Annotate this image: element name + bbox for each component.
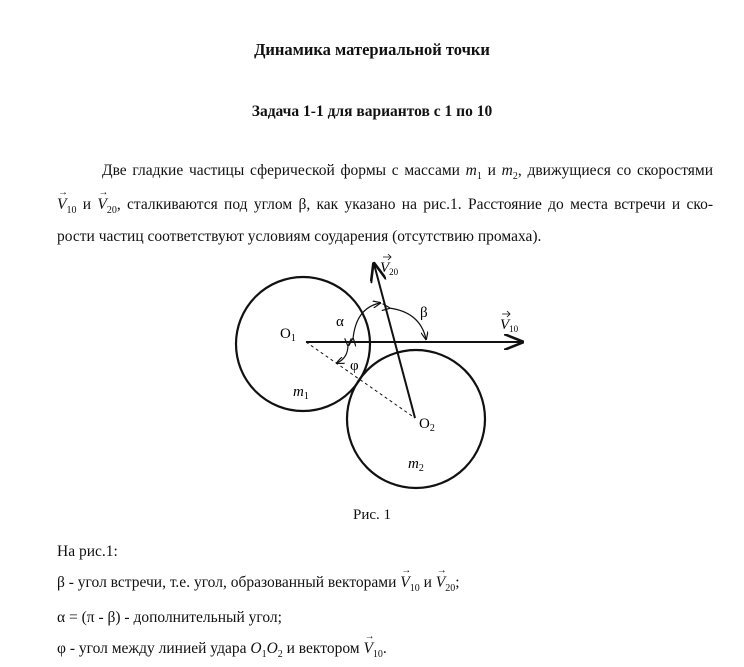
- svg-text:V10: $V_{10}$: [500, 317, 519, 334]
- svg-text:φ: φ: [350, 358, 359, 374]
- paragraph-line-1: Две гладкие частицы сферической формы с массами $m_1$ и $m_2$, движущиеся со скоростями: [102, 162, 713, 183]
- alpha-definition: α = (π - β) - дополнительный угол;: [57, 609, 282, 626]
- svg-text:m2: $m_2$: [408, 456, 424, 474]
- paragraph-line-2: → $V_{10}$ $и \to V_{20}$, сталкиваются под углом β, как указано на рис.1. Расстояние до места встречи и ско-: [57, 196, 713, 216]
- beta-definition: β - угол встречи, т.е. угол, образованный векторами → $V_{10}$ $и \to V_{20}$;: [57, 574, 460, 594]
- phi-arc: [337, 345, 348, 363]
- svg-text:O1: $O_1$: [280, 326, 296, 344]
- svg-text:β: β: [420, 305, 428, 321]
- svg-text:O2: $O_2$: [419, 416, 435, 434]
- svg-text:V20: $V_{20}$: [380, 260, 399, 277]
- svg-text:α: α: [336, 314, 344, 330]
- page-title: Динамика материальной точки: [254, 40, 490, 59]
- svg-text:m1: $m_1$: [293, 384, 309, 402]
- problem-title: Задача 1-1 для вариантов с 1 по 10: [251, 103, 493, 120]
- paragraph-line-3: рости частиц соответствуют условиям соударения (отсутствию промаха).: [57, 228, 542, 245]
- phi-definition: φ - угол между линией удара $O_1O_2$ и вектором → $V_{10}$.: [57, 640, 387, 660]
- notes-heading: На рис.1:: [57, 543, 118, 560]
- figure-caption: Рис. 1: [352, 507, 392, 523]
